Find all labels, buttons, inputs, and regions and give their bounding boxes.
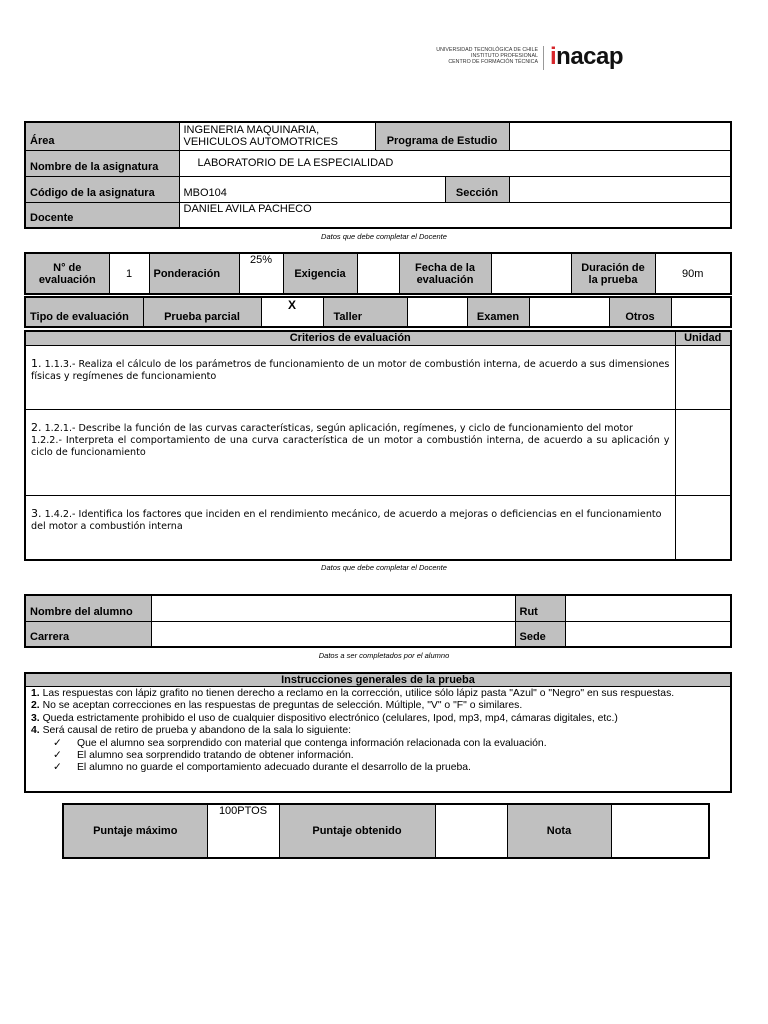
area-value xyxy=(179,122,375,150)
instruction-bullet-1 xyxy=(31,738,725,750)
criteria-header: Criterios de evaluación xyxy=(25,331,675,346)
fecha-evaluacion-field[interactable] xyxy=(491,253,571,294)
fecha-label-line-2: evaluación xyxy=(416,273,474,286)
criteria-item-3-text: 1.4.2.- Identifica los factores que inciden en el rendimiento mecánico, de acuerdo a mejoras o deficiencias en el funcionamiento del motor a combustión interna xyxy=(31,509,662,532)
codigo-label: Código de la asignatura xyxy=(25,176,179,202)
numero-evaluacion-value: 1 xyxy=(109,253,149,294)
student-table xyxy=(24,594,732,648)
logo-divider xyxy=(543,46,544,70)
otros-label: Otros xyxy=(609,297,671,327)
instruction-item-2 xyxy=(31,700,725,712)
fecha-label-line-1: Fecha de la xyxy=(415,261,475,274)
instruction-item-4 xyxy=(31,725,725,737)
tipo-evaluacion-label: Tipo de evaluación xyxy=(25,297,143,327)
evaluation-table-1 xyxy=(24,252,732,295)
area-value-line-1: INGENERIA MAQUINARIA, xyxy=(183,124,320,136)
carrera-field[interactable] xyxy=(151,621,515,647)
instructions-table xyxy=(24,672,732,793)
docente-value: DANIEL AVILA PACHECO xyxy=(179,202,731,228)
codigo-value: MBO104 xyxy=(179,176,445,202)
instruction-4-num: 4. xyxy=(31,725,40,737)
instruction-bullet-3 xyxy=(31,762,725,774)
evaluation-type-table xyxy=(24,296,732,328)
instruction-3-text: Queda estrictamente prohibido el uso de cualquier dispositivo electrónico (celulares, Ipod, mp3, mp4, cámaras digitales, etc.) xyxy=(42,712,618,724)
sede-field[interactable] xyxy=(565,621,731,647)
unidad-header: Unidad xyxy=(675,331,731,346)
nota-field[interactable] xyxy=(611,804,709,858)
duracion-value: 90m xyxy=(655,253,731,294)
ponderacion-value: 25% xyxy=(239,253,283,294)
fecha-evaluacion-label xyxy=(399,253,491,294)
instruction-1-num: 1. xyxy=(31,688,40,699)
programa-value-field[interactable] xyxy=(509,122,731,150)
institution-line-3: CENTRO DE FORMACIÓN TÉCNICA xyxy=(448,59,538,66)
instruction-2-num: 2. xyxy=(31,700,40,712)
instruction-item-1 xyxy=(31,688,725,700)
examen-checkbox[interactable] xyxy=(529,297,609,327)
puntaje-maximo-label: Puntaje máximo xyxy=(63,804,207,858)
criteria-item-2-text-1: 1.2.1.- Describe la función de las curvas características, según aplicación, regímenes, y ciclo de funcionamiento del motor xyxy=(44,423,633,434)
institution-line-2: INSTITUTO PROFESIONAL xyxy=(470,53,538,60)
prueba-parcial-checkbox[interactable]: X xyxy=(261,297,323,327)
criteria-item-2-unidad[interactable] xyxy=(675,410,731,496)
taller-label: Taller xyxy=(323,297,407,327)
duracion-label-line-1: Duración de xyxy=(581,261,645,274)
nombre-alumno-label: Nombre del alumno xyxy=(25,595,151,621)
rut-label: Rut xyxy=(515,595,565,621)
seccion-value-field[interactable] xyxy=(509,176,731,202)
prueba-parcial-label: Prueba parcial xyxy=(143,297,261,327)
programa-label: Programa de Estudio xyxy=(375,122,509,150)
criteria-item-3 xyxy=(25,496,675,560)
instructions-header: Instrucciones generales de la prueba xyxy=(25,673,731,687)
nombre-alumno-field[interactable] xyxy=(151,595,515,621)
bullet-1-text: Que el alumno sea sorprendido con material que contenga información relacionada con la evaluación. xyxy=(77,737,547,749)
numero-evaluacion-label xyxy=(25,253,109,294)
instruction-4-text: Será causal de retiro de prueba y abandono de la sala lo siguiente: xyxy=(42,725,352,737)
criteria-item-3-num: 3. xyxy=(31,507,42,520)
criteria-item-1-num: 1. xyxy=(31,357,42,370)
note-docente-1: Datos que debe completar el Docente xyxy=(321,232,447,241)
check-icon: ✓ xyxy=(53,762,62,774)
numero-label-line-2: evaluación xyxy=(38,273,96,286)
duracion-label xyxy=(571,253,655,294)
brand-name: nacap xyxy=(556,43,624,70)
docente-label: Docente xyxy=(25,202,179,228)
check-icon: ✓ xyxy=(53,737,62,749)
brand-letter: i xyxy=(550,43,557,70)
brand-wordmark xyxy=(550,42,623,72)
examen-label: Examen xyxy=(467,297,529,327)
asignatura-value: LABORATORIO DE LA ESPECIALIDAD xyxy=(179,150,731,176)
criteria-item-1 xyxy=(25,346,675,410)
criteria-item-3-unidad[interactable] xyxy=(675,496,731,560)
puntaje-obtenido-label: Puntaje obtenido xyxy=(279,804,435,858)
note-alumno: Datos a ser completados por el alumno xyxy=(318,651,450,660)
exigencia-label: Exigencia xyxy=(283,253,357,294)
instruction-3-num: 3. xyxy=(31,712,40,724)
bullet-2-text: El alumno sea sorprendido tratando de obtener información. xyxy=(77,750,354,762)
criteria-item-2-text-2: 1.2.2.- Interpreta el comportamiento de una curva característica de un motor a combustión interna, de acuerdo a su aplicación y ciclo de funcionamiento xyxy=(31,435,670,458)
instructions-body xyxy=(25,687,731,793)
institution-line-1: UNIVERSIDAD TECNOLÓGICA DE CHILE xyxy=(436,47,538,53)
criteria-item-2 xyxy=(25,410,675,496)
criteria-item-1-text: 1.1.3.- Realiza el cálculo de los parámetros de funcionamiento de un motor de combustión interna, de acuerdo a sus dimensiones físicas y regímenes de funcionamiento xyxy=(31,359,670,382)
criteria-item-1-unidad[interactable] xyxy=(675,346,731,410)
ponderacion-label: Ponderación xyxy=(149,253,239,294)
duracion-label-line-2: la prueba xyxy=(588,273,638,286)
instruction-1-text: Las respuestas con lápiz grafito no tienen derecho a reclamo en la corrección, utilice sólo lápiz pasta "Azul" o "Negro" en sus respuestas. xyxy=(42,688,675,699)
instruction-bullet-2 xyxy=(31,750,725,762)
exigencia-value-field[interactable] xyxy=(357,253,399,294)
taller-checkbox[interactable] xyxy=(407,297,467,327)
check-icon: ✓ xyxy=(53,750,62,762)
numero-label-line-1: N° de xyxy=(53,261,82,274)
institution-logo xyxy=(420,43,652,76)
puntaje-obtenido-field[interactable] xyxy=(435,804,507,858)
criteria-item-2-line-1 xyxy=(31,422,670,435)
institution-lines xyxy=(420,47,538,66)
instruction-item-3 xyxy=(31,713,725,725)
area-label: Área xyxy=(25,122,179,150)
puntaje-maximo-value: 100PTOS xyxy=(207,804,279,858)
instruction-2-text: No se aceptan correcciones en las respuestas de preguntas de selección. Múltiple, "V" o "F" o similares. xyxy=(42,700,523,712)
bullet-3-text: El alumno no guarde el comportamiento adecuado durante el desarrollo de la prueba. xyxy=(77,762,471,774)
otros-checkbox[interactable] xyxy=(671,297,731,327)
criteria-table xyxy=(24,330,732,561)
asignatura-label: Nombre de la asignatura xyxy=(25,150,179,176)
course-info-table xyxy=(24,121,732,229)
note-docente-2: Datos que debe completar el Docente xyxy=(321,563,447,572)
criteria-item-2-num: 2. xyxy=(31,421,42,434)
area-value-line-2: VEHICULOS AUTOMOTRICES xyxy=(183,136,338,148)
carrera-label: Carrera xyxy=(25,621,151,647)
seccion-label: Sección xyxy=(445,176,509,202)
rut-field[interactable] xyxy=(565,595,731,621)
score-table xyxy=(62,803,710,859)
nota-label: Nota xyxy=(507,804,611,858)
sede-label: Sede xyxy=(515,621,565,647)
